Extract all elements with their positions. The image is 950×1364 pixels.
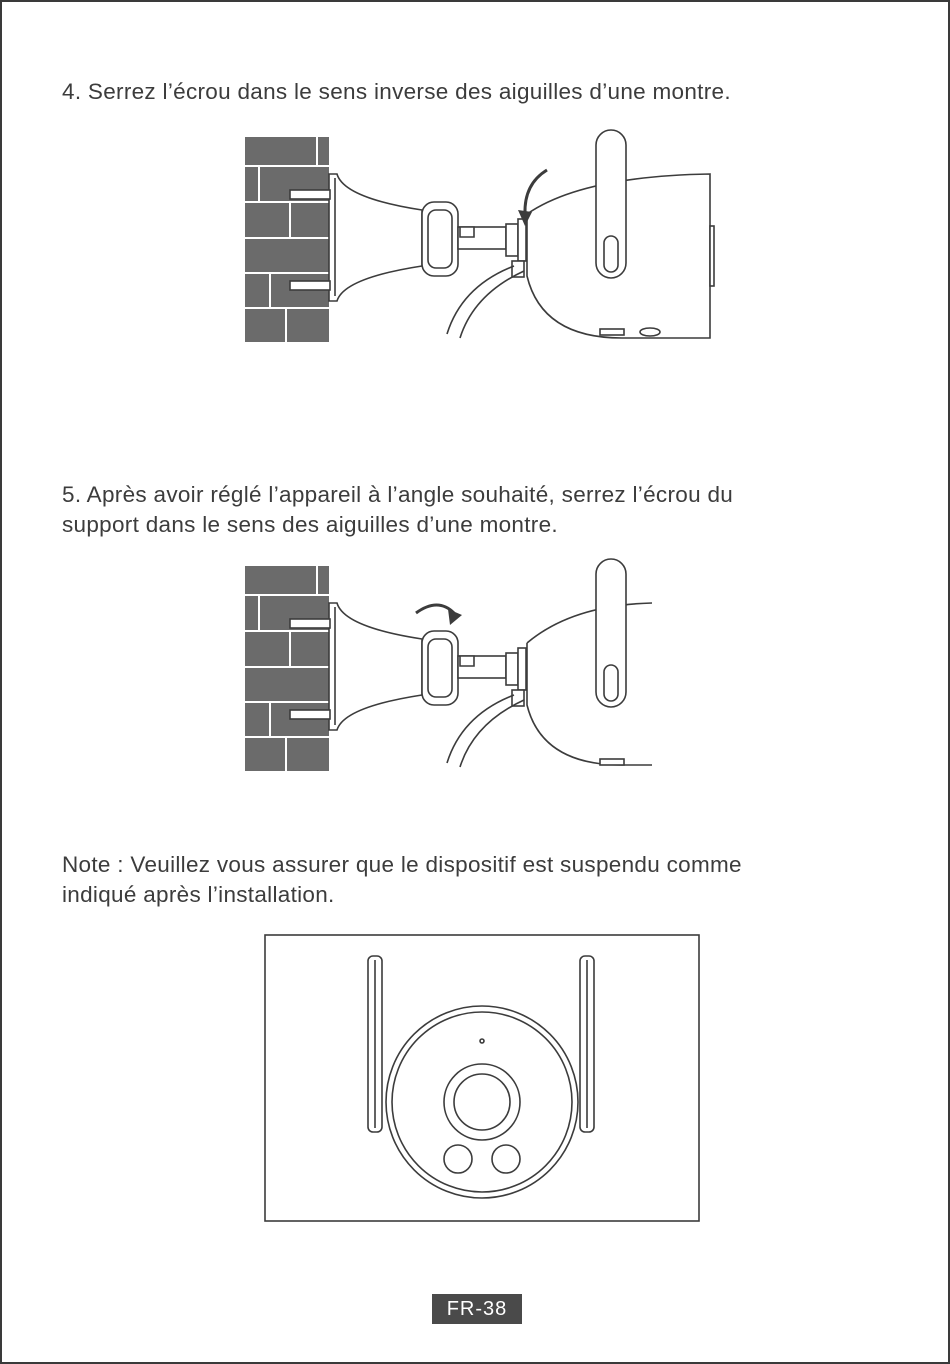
note-text-line-1: Note : Veuillez vous assurer que le dispositif est suspendu comme [62,852,742,877]
brick-wall [245,137,329,342]
right-sensor [492,1145,520,1173]
step-5-text-line-1: 5. Après avoir réglé l’appareil à l’angle souhaité, serrez l’écrou du [62,482,734,507]
step-4-illustration [242,126,722,346]
brick-wall [245,566,329,771]
page-number: FR-38 [446,1298,508,1320]
step-4-text: 4. Serrez l’écrou dans le sens inverse des aiguilles d’une montre. [62,79,731,104]
clockwise-arrow-icon [416,605,462,625]
note-text-line-2: indiqué après l’installation. [62,882,335,907]
step-4-instruction [62,77,892,107]
camera-front-illustration [264,934,700,1222]
page-number-badge [432,1294,522,1324]
step-5-instruction [62,480,892,540]
step-5-illustration [242,555,662,775]
left-sensor [444,1145,472,1173]
step-5-text-line-2: support dans le sens des aiguilles d’une montre. [62,512,558,537]
installation-note [62,850,892,910]
